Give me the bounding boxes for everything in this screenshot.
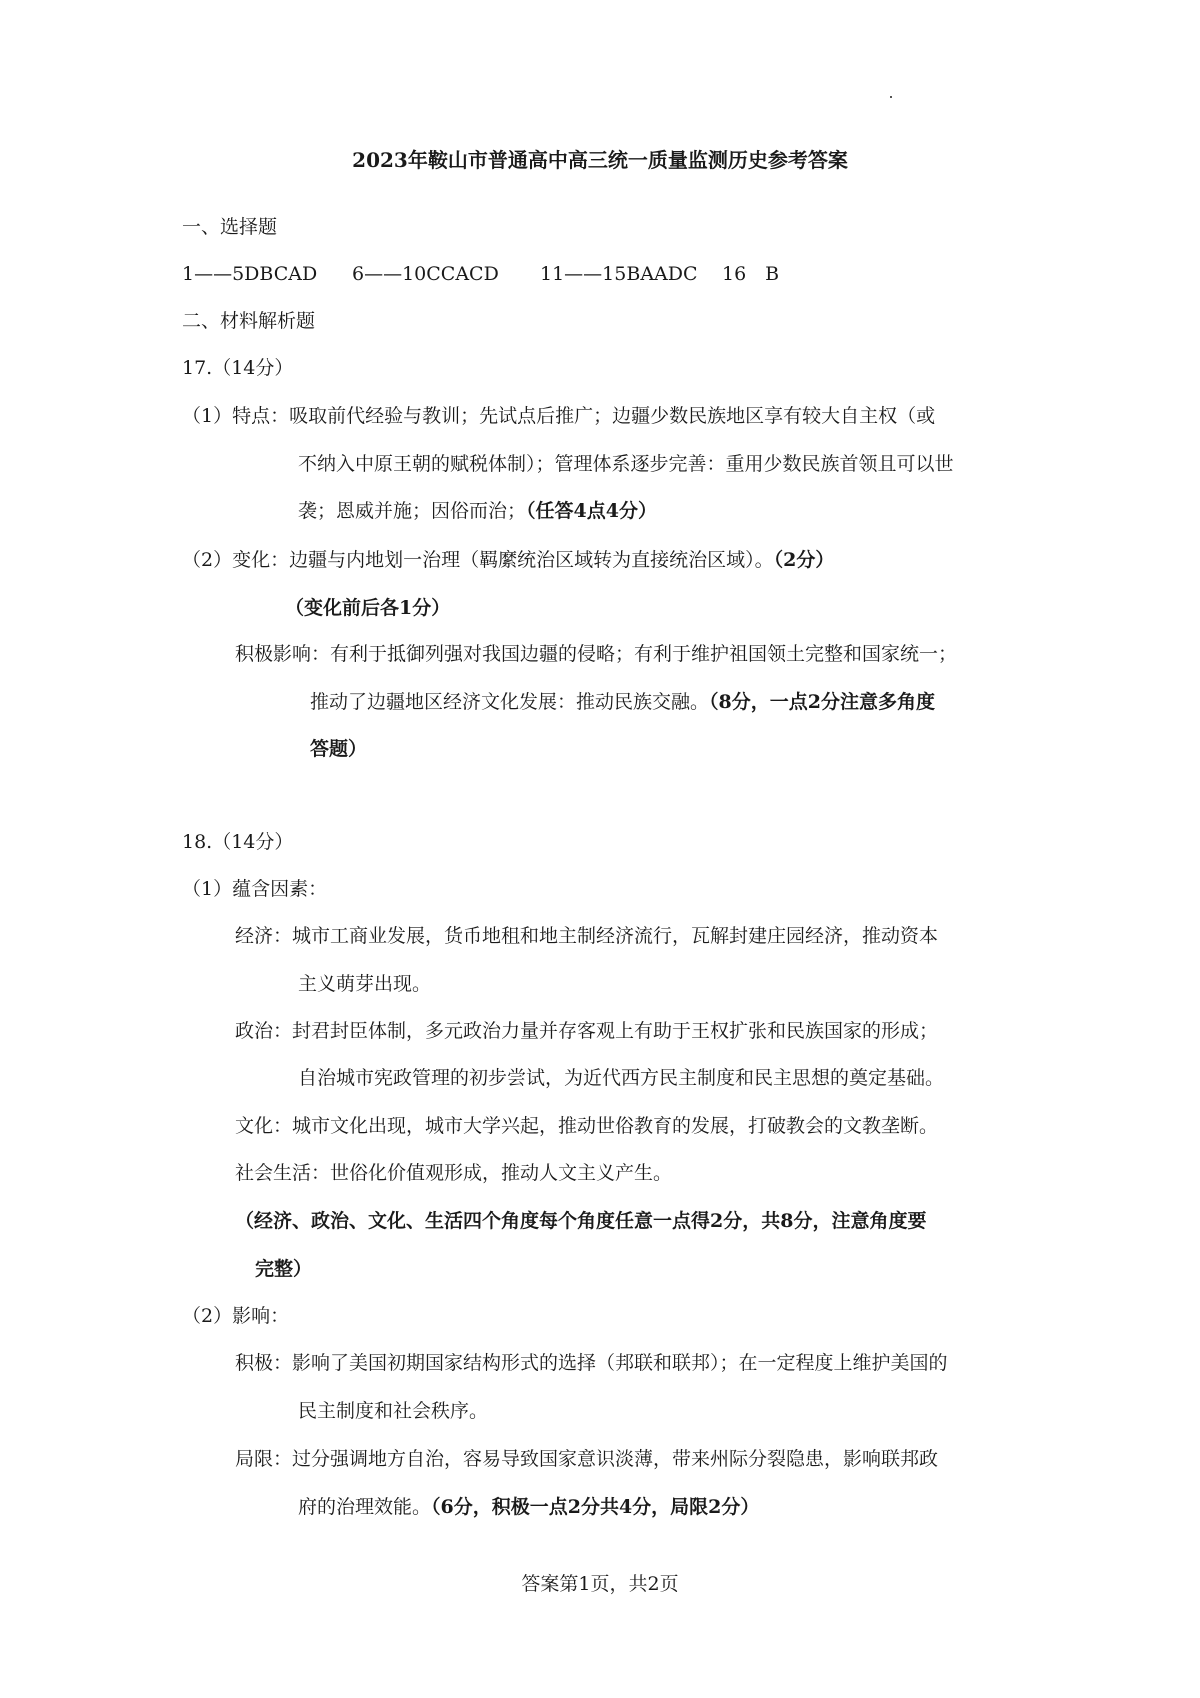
q18-economy-line1: 经济：城市工商业发展，货币地租和地主制经济流行，瓦解封建庄园经济，推动资本 (235, 925, 939, 947)
q17-p2-impact-score-end: 答题） (310, 738, 368, 760)
answer-group-2: 6——10CCACD (352, 263, 499, 285)
answer-group-1: 1——5DBCAD (182, 263, 318, 285)
q18-positive-line1: 积极：影响了美国初期国家结构形式的选择（邦联和联邦）；在一定程度上维护美国的 (235, 1352, 948, 1374)
q18-p1-score-line2: 完整） (255, 1258, 313, 1280)
q18-p1-score-line1: （经济、政治、文化、生活四个角度每个角度任意一点得2分，共8分，注意角度要 (235, 1210, 927, 1232)
q17-p2-impact-line1: 积极影响：有利于抵御列强对我国边疆的侵略；有利于维护祖国领土完整和国家统一； (235, 643, 958, 665)
q18-politics-line1: 政治：封君封臣体制，多元政治力量并存客观上有助于王权扩张和民族国家的形成； (235, 1020, 939, 1042)
q17-p2-line1 (182, 548, 834, 572)
q18-limitation-line1: 局限：过分强调地方自治，容易导致国家意识淡薄，带来州际分裂隐患，影响联邦政 (235, 1448, 939, 1470)
q18-culture: 文化：城市文化出现，城市大学兴起，推动世俗教育的发展，打破教会的文教垄断。 (235, 1115, 939, 1137)
q18-limitation-line2 (298, 1495, 759, 1519)
q17-header: 17.（14分） (182, 357, 294, 379)
q17-p2-impact-score: （8分，一点2分注意多角度 (709, 691, 935, 713)
answer-group-3: 11——15BAADC (540, 263, 698, 285)
answer-group-4: 16 B (722, 263, 780, 285)
q17-p1-line3 (298, 499, 657, 523)
section2-heading: 二、材料解析题 (182, 310, 316, 332)
section1-heading: 一、选择题 (182, 216, 278, 238)
q17-p1-score: （任答4点4分） (526, 500, 657, 522)
scan-dot (890, 96, 892, 98)
q18-society: 社会生活：世俗化价值观形成，推动人文主义产生。 (235, 1162, 673, 1184)
q18-politics-line2: 自治城市宪政管理的初步尝试，为近代西方民主制度和民主思想的奠定基础。 (298, 1067, 945, 1089)
q18-p2-score: （6分，积极一点2分共4分，局限2分） (431, 1496, 760, 1518)
q17-p2-impact-line2 (310, 690, 935, 714)
q17-p2-score: （2分） (773, 549, 835, 571)
page-footer: 答案第1页，共2页 (521, 1573, 679, 1595)
q18-p2-heading: （2）影响： (182, 1305, 290, 1327)
q18-limitation-text: 府的治理效能。 (298, 1496, 432, 1518)
q17-p2-impact-text: 推动了边疆地区经济文化发展：推动民族交融。 (310, 691, 710, 713)
q18-p1-heading: （1）蕴含因素： (182, 878, 328, 900)
q18-header: 18.（14分） (182, 831, 294, 853)
q17-p2-line1-text: （2）变化：边疆与内地划一治理（羁縻统治区域转为直接统治区域）。 (182, 549, 774, 571)
q17-p1-line1: （1）特点：吸取前代经验与教训；先试点后推广；边疆少数民族地区享有较大自主权（或 (182, 405, 936, 427)
q18-economy-line2: 主义萌芽出现。 (298, 973, 432, 995)
page-title: 2023年鞍山市普通高中高三统一质量监测历史参考答案 (352, 148, 848, 172)
answer-key (182, 262, 779, 286)
q17-p1-line3-text: 袭；恩威并施；因俗而治； (298, 500, 527, 522)
q18-positive-line2: 民主制度和社会秩序。 (298, 1400, 489, 1422)
q17-p2-note: （变化前后各1分） (285, 597, 451, 619)
q17-p1-line2: 不纳入中原王朝的赋税体制）；管理体系逐步完善：重用少数民族首领且可以世 (298, 453, 954, 475)
